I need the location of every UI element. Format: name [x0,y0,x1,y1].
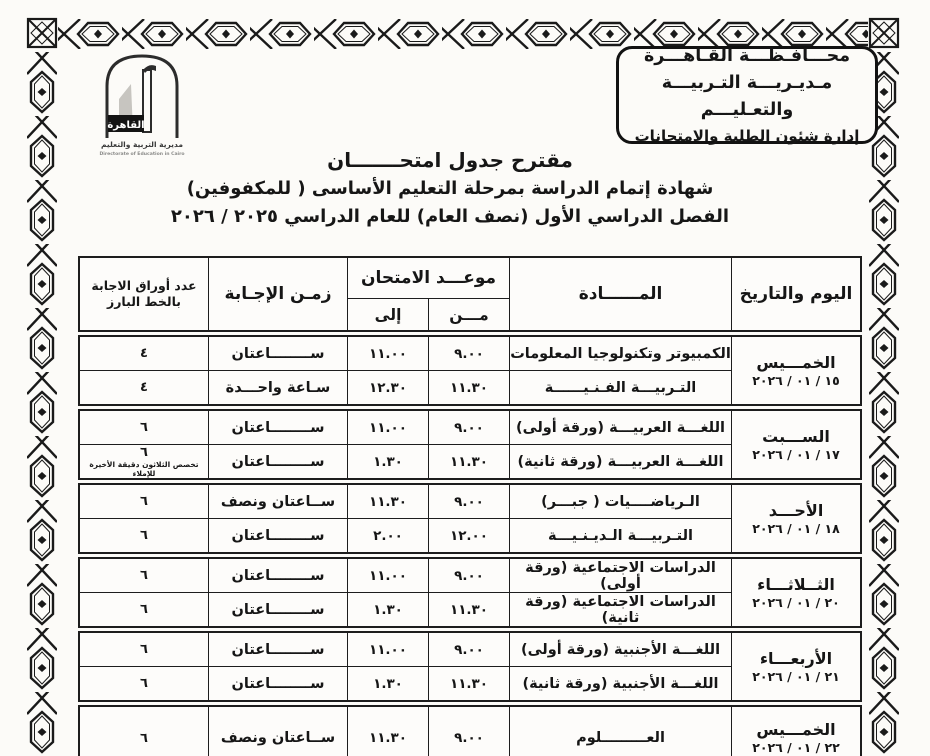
day-date: ٢٢ / ٠١ / ٢٠٢٦ [752,740,840,755]
schedule-group-sunday-18 [78,483,862,554]
ornamental-border-right-icon [869,52,899,756]
letterhead-box [616,46,878,144]
header-day-date: اليوم والتاريخ [732,258,860,330]
sheets-count: ٦ [140,642,148,657]
subject-cell: الـرياضــــيات ( جبـــر) [510,485,731,518]
sheets-count: ٦ [140,445,148,460]
time-from-cell: ٩.٠٠ [429,411,509,444]
day-name: الأربعـــاء [759,648,833,668]
sheets-count-cell [80,445,208,478]
time-to-cell: ١١.٣٠ [348,485,428,518]
header-sheets-line2: بالخط البارز [107,294,181,309]
sheets-count-cell [80,633,208,666]
sheets-count: ٦ [140,730,148,746]
letterhead-directorate: مـديـريـــة التـربيـــة والتعـليـــم [661,72,833,120]
sheets-count-cell [80,411,208,444]
duration-cell: ســــــــاعتان [209,633,347,666]
duration-cell: ســــــــاعتان [209,337,347,370]
sheets-count-cell [80,337,208,370]
title-line-3: الفصل الدراسي الأول (نصف العام) للعام الدراسي ٢٠٢٥ / ٢٠٢٦ [170,206,730,227]
schedule-group-thursday-15 [78,335,862,406]
sheets-count: ٦ [140,528,148,543]
time-to-cell: ١.٣٠ [348,445,428,478]
sheets-count: ٦ [140,568,148,583]
day-date-cell [732,559,860,626]
sheets-count-cell [80,485,208,518]
sheets-count: ٤ [140,380,148,395]
time-from-cell: ١١.٣٠ [429,371,509,404]
letterhead-administration: إدارة شئون الطلبة والامتحانات [634,126,860,145]
schedule-group-tuesday-20 [78,557,862,628]
corner-rosette-top-left-icon [25,16,59,50]
time-from-cell: ١١.٣٠ [429,593,509,626]
time-from-cell: ١١.٣٠ [429,445,509,478]
sheets-count-cell [80,707,208,756]
header-sheets-line1: عدد أوراق الاجابة [91,278,197,293]
time-to-cell: ١١.٠٠ [348,633,428,666]
time-to-cell: ١.٣٠ [348,667,428,700]
subject-cell: التـربيـــة الفـنـيــــــة [510,371,731,404]
document-title-block [145,146,755,230]
day-date-cell [732,707,860,756]
logo-name-text: القاهرة [107,120,145,131]
day-date: ٢١ / ٠١ / ٢٠٢٦ [752,668,840,684]
day-date-cell [732,633,860,700]
time-to-cell: ١١.٠٠ [348,411,428,444]
letterhead-governorate: محـــافـظـــة القـاهـــرة [643,45,851,66]
sheets-count: ٦ [140,676,148,691]
time-to-cell: ١١.٠٠ [348,559,428,592]
time-to-cell: ١٢.٣٠ [348,371,428,404]
sheets-count-cell [80,559,208,592]
sheets-note: تخصص الثلاثون دقيقة الأخيرة للإملاء [89,460,199,478]
subject-cell: الكمبيوتر وتكنولوجيا المعلومات [510,337,731,370]
day-date: ١٧ / ٠١ / ٢٠٢٦ [752,446,840,462]
subject-cell: العـــــــــلوم [510,707,731,756]
time-from-cell: ٩.٠٠ [429,559,509,592]
duration-cell: ســــــــاعتان [209,593,347,626]
sheets-count: ٦ [140,494,148,509]
cairo-governorate-logo [86,44,198,160]
header-subject: المــــــادة [510,258,731,330]
day-date-cell [732,485,860,552]
subject-cell: الدراسات الاجتماعية (ورقة ثانية) [510,593,731,626]
duration-cell: ســاعتان ونصف [209,485,347,518]
day-date-cell [732,411,860,478]
time-to-cell: ١١.٣٠ [348,707,428,756]
time-from-cell: ١١.٣٠ [429,667,509,700]
subject-cell: اللغـــة العربيـــة (ورقة ثانية) [510,445,731,478]
sheets-count: ٦ [140,420,148,435]
time-from-cell: ٩.٠٠ [429,633,509,666]
header-sheets-count [80,258,208,330]
time-from-cell: ٩.٠٠ [429,485,509,518]
time-from-cell: ١٢.٠٠ [429,519,509,552]
sheets-count-cell [80,593,208,626]
schedule-group-thursday-22 [78,705,862,756]
sheets-count-cell [80,519,208,552]
duration-cell: ســــــــاعتان [209,445,347,478]
table-header [78,256,862,332]
time-to-cell: ١.٣٠ [348,593,428,626]
sheets-count: ٤ [140,346,148,361]
subject-cell: التـربيـــة الـديـنـيـــة [510,519,731,552]
day-date: ١٨ / ٠١ / ٢٠٢٦ [752,520,840,536]
ornamental-border-left-icon [27,52,57,756]
subject-cell: اللغـــة الأجنبية (ورقة أولى) [510,633,731,666]
day-name: الأحـــد [768,500,824,520]
time-to-cell: ١١.٠٠ [348,337,428,370]
sheets-count-cell [80,667,208,700]
subject-cell: اللغـــة العربيـــة (ورقة أولى) [510,411,731,444]
exam-schedule-table [78,256,862,756]
time-from-cell: ٩.٠٠ [429,707,509,756]
duration-cell: ســاعتان ونصف [209,707,347,756]
day-name: الســـبت [762,426,830,446]
day-date: ٢٠ / ٠١ / ٢٠٢٦ [752,594,840,610]
sheets-count-cell [80,371,208,404]
header-to: إلى [348,299,428,330]
sheets-count: ٦ [140,602,148,617]
subject-cell: الدراسات الاجتماعية (ورقة أولى) [510,559,731,592]
logo-subtitle-english: Directorate of Education in Cairo [99,152,185,157]
duration-cell: ســــــــاعتان [209,519,347,552]
time-to-cell: ٢.٠٠ [348,519,428,552]
duration-cell: ســــــــاعتان [209,559,347,592]
duration-cell: سـاعة واحـــدة [209,371,347,404]
day-name: الثــلاثـــاء [757,574,835,594]
schedule-group-saturday-17 [78,409,862,480]
day-name: الخمـــيس [756,352,836,372]
header-duration: زمـن الإجـابة [209,258,347,330]
day-date: ١٥ / ٠١ / ٢٠٢٦ [752,372,840,388]
schedule-group-wednesday-21 [78,631,862,702]
title-line-1: مقترح جدول امتحـــــــان [327,148,573,172]
duration-cell: ســــــــاعتان [209,411,347,444]
title-line-2: شهادة إتمام الدراسة بمرحلة التعليم الأساسى ( للمكفوفين) [186,178,714,199]
header-exam-time: موعـــد الامتحان [348,258,509,298]
duration-cell: ســــــــاعتان [209,667,347,700]
day-name: الخمـــيس [756,720,836,739]
day-date-cell [732,337,860,404]
header-from: مـــن [429,299,509,330]
logo-subtitle-arabic: مديرية التربية والتعليم [101,140,183,149]
subject-cell: اللغـــة الأجنبية (ورقة ثانية) [510,667,731,700]
time-from-cell: ٩.٠٠ [429,337,509,370]
